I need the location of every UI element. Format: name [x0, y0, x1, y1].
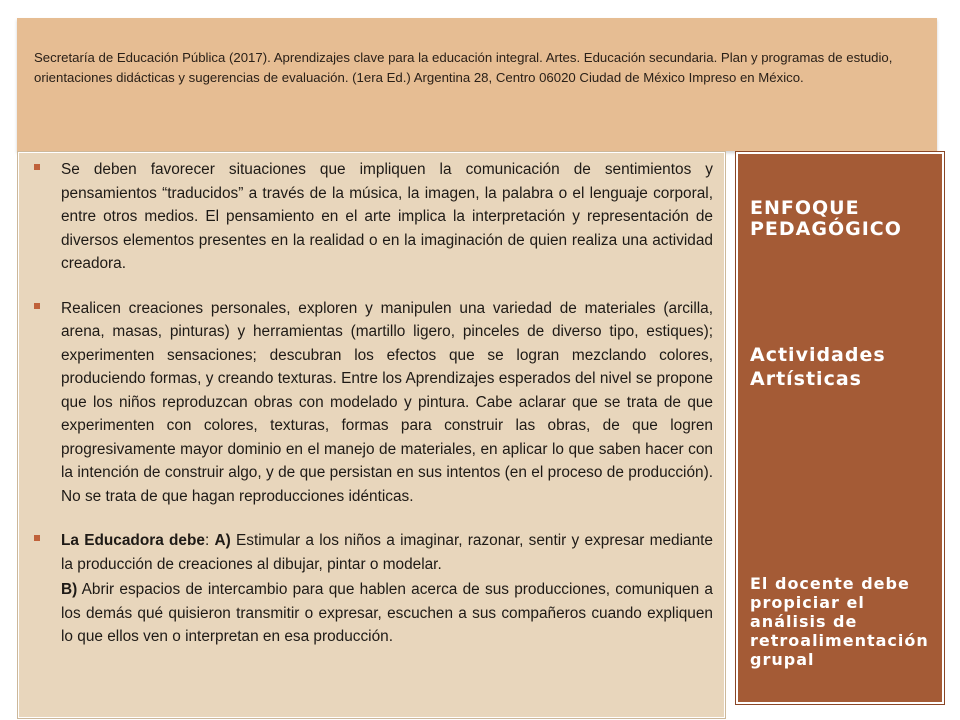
approach-heading: ENFOQUE PEDAGÓGICO	[750, 197, 902, 240]
content-panel	[18, 152, 725, 718]
citation-banner	[17, 18, 937, 151]
bullet-text: Se deben favorecer situaciones que impliquen la comunicación de sentimientos y pensamientos “traducidos” a través de la música, la imagen, la palabra o el lenguaje corporal, entre otros medios. El pensamiento en el arte implica la interpretación y representación de diversos elementos presentes en la realidad o en la imaginación de quien realiza una actividad creadora.	[61, 161, 713, 272]
list-item	[33, 529, 713, 649]
square-bullet-icon	[34, 535, 40, 541]
content-body	[33, 158, 713, 649]
list-item	[33, 297, 713, 509]
list-item	[33, 158, 713, 276]
teacher-note: El docente debe propiciar el análisis de retroalimentación grupal	[750, 574, 929, 669]
bullet-text	[61, 529, 713, 576]
activities-heading: Actividades Artísticas	[750, 344, 886, 390]
square-bullet-icon	[34, 303, 40, 309]
option-b-label: B)	[61, 581, 78, 598]
educadora-label: La Educadora debe	[61, 532, 205, 549]
option-a-text: Estimular a los niños a imaginar, razonar, sentir y expresar mediante la producción de creaciones al dibujar, pintar o modelar.	[61, 532, 713, 573]
separator: :	[204, 532, 215, 549]
sidebar-panel	[736, 152, 944, 704]
citation-text: Secretaría de Educación Pública (2017). Aprendizajes clave para la educación integral. Artes. Educación secundaria. Plan y programas de estudio, orientaciones didácticas y sugerencias de evaluación. (1era Ed.) Argentina 28, Centro 06020 Ciudad de México Impreso en México.	[34, 50, 893, 85]
bullet-text: Realicen creaciones personales, exploren y manipulen una variedad de materiales (arcilla, arena, masas, pinturas) y herramientas (martillo ligero, pinceles de diverso tipo, estiques); experimenten sensaciones; descubran los efectos que se logran mezclando colores, produciendo formas, y creando texturas. Entre los Aprendizajes esperados del nivel se propone que los niños reproduzcan obras con modelado y pintura. Cabe aclarar que se trata de que experimenten con colores, texturas, formas para construir las obras, de que logren progresivamente mayor dominio en el manejo de materiales, en aplicar lo que saben hacer con la intención de construir algo, y de que persistan en sus intentos (en el proceso de producción). No se trata de que hagan reproducciones idénticas.	[61, 299, 713, 505]
option-a-label: A)	[214, 532, 231, 549]
option-b-paragraph	[61, 578, 713, 649]
option-b-text: Abrir espacios de intercambio para que hablen acerca de sus producciones, comuniquen a los demás qué quisieron transmitir o expresar, escuchen a sus compañeros cuando expliquen lo que ellos ven o interpretan en esa producción.	[61, 581, 713, 645]
square-bullet-icon	[34, 164, 40, 170]
